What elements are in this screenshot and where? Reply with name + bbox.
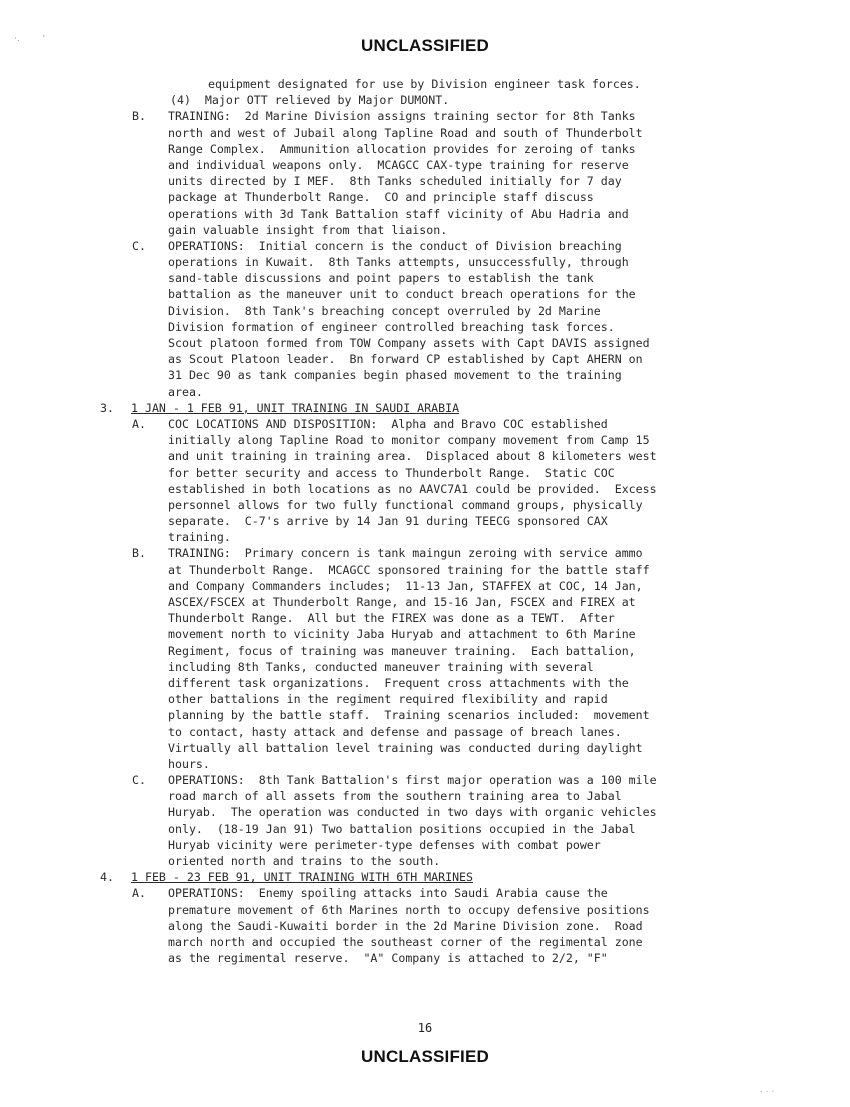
classification-footer: UNCLASSIFIED [360, 1047, 490, 1066]
paragraph-line: different task organizations. Frequent cross attachments with the [168, 675, 629, 690]
paragraph-line: 31 Dec 90 as tank companies begin phased movement to the training [168, 368, 622, 383]
subsection-text: OPERATIONS: Initial concern is the conduct of Division breaching [168, 238, 622, 253]
paragraph-line: separate. C-7's arrive by 14 Jan 91 during TEECG sponsored CAX [168, 514, 608, 529]
subsection-heading-line [0, 416, 850, 432]
paragraph-line: to contact, hasty attack and defense and passage of breach lanes. [168, 724, 622, 739]
paragraph-line: only. (18-19 Jan 91) Two battalion positions occupied in the Jabal [168, 821, 636, 836]
paragraph-line: Huryab. The operation was conducted in two days with organic vehicles [168, 805, 657, 820]
paragraph-line: road march of all assets from the southern training area to Jabal [168, 789, 622, 804]
section-title: 1 JAN - 1 FEB 91, UNIT TRAINING IN SAUDI ARABIA [131, 400, 460, 415]
paragraph-line: operations with 3d Tank Battalion staff vicinity of Abu Hadria and [168, 206, 629, 221]
paragraph-line: premature movement of 6th Marines north to occupy defensive positions [168, 902, 650, 917]
section-title: 1 FEB - 23 FEB 91, UNIT TRAINING WITH 6TH MARINES [131, 870, 474, 885]
subsection-letter: B. [132, 109, 146, 124]
numbered-item-line: (4) Major OTT relieved by Major DUMONT. [170, 93, 450, 108]
paragraph-line: Huryab vicinity were perimeter-type defenses with combat power [168, 837, 601, 852]
paragraph-line: units directed by I MEF. 8th Tanks scheduled initially for 7 day [168, 174, 622, 189]
paragraph-line: equipment designated for use by Division engineer task forces. [208, 77, 641, 91]
paragraph-line: operations in Kuwait. 8th Tanks attempts, unsuccessfully, through [168, 255, 629, 270]
subsection-heading-line [0, 885, 850, 901]
scan-artifact: ·. ' [14, 34, 46, 44]
paragraph-line: and Company Commanders includes; 11-13 Jan, STAFFEX at COC, 14 Jan, [168, 578, 643, 593]
paragraph-line: as the regimental reserve. "A" Company is attached to 2/2, "F" [168, 951, 608, 966]
subsection-heading-line [0, 238, 850, 254]
paragraph-line: battalion as the maneuver unit to conduct breach operations for the [168, 287, 636, 302]
subsection-letter: A. [132, 886, 146, 901]
section-number: 4. [100, 870, 114, 885]
paragraph-line: Division formation of engineer controlled breaching task forces. [168, 319, 615, 334]
paragraph-line: package at Thunderbolt Range. CO and principle staff discuss [168, 190, 594, 205]
paragraph-line: Virtually all battalion level training was conducted during daylight [168, 740, 643, 755]
paragraph-line: as Scout Platoon leader. Bn forward CP established by Capt AHERN on [168, 352, 643, 367]
paragraph-line: at Thunderbolt Range. MCAGCC sponsored training for the battle staff [168, 562, 650, 577]
section-number: 3. [100, 400, 114, 415]
paragraph-line: gain valuable insight from that liaison. [168, 222, 448, 237]
paragraph-line: planning by the battle staff. Training scenarios included: movement [168, 708, 650, 723]
paragraph-line: ASCEX/FSCEX at Thunderbolt Range, and 15-16 Jan, FSCEX and FIREX at [168, 595, 636, 609]
subsection-text: TRAINING: 2d Marine Division assigns training sector for 8th Tanks [168, 109, 636, 124]
subsection-letter: C. [132, 773, 146, 788]
paragraph-line: and unit training in training area. Displaced about 8 kilometers west [168, 449, 657, 464]
paragraph-line: oriented north and trains to the south. [168, 854, 441, 868]
paragraph-line: north and west of Jubail along Tapline Road and south of Thunderbolt [168, 125, 643, 140]
paragraph-line: training. [168, 530, 231, 545]
paragraph-line: Thunderbolt Range. All but the FIREX was done as a TEWT. After [168, 611, 615, 626]
paragraph-line: Regiment, focus of training was maneuver training. Each battalion, [168, 643, 636, 658]
paragraph-line: hours. [168, 756, 210, 771]
paragraph-line: for better security and access to Thunderbolt Range. Static COC [168, 465, 615, 480]
subsection-text: OPERATIONS: 8th Tank Battalion's first major operation was a 100 mile [168, 773, 657, 788]
paragraph-line: along the Saudi-Kuwaiti border in the 2d Marine Division zone. Road [168, 918, 643, 933]
section-heading-line [0, 400, 850, 416]
subsection-heading-line [0, 772, 850, 788]
subsection-letter: B. [132, 546, 146, 561]
subsection-letter: A. [132, 416, 146, 431]
subsection-heading-line [0, 108, 850, 124]
subsection-text: TRAINING: Primary concern is tank maingun zeroing with service ammo [168, 546, 643, 561]
paragraph-line: Range Complex. Ammunition allocation provides for zeroing of tanks [168, 141, 636, 156]
scan-artifact: . . . [760, 1085, 775, 1095]
paragraph-line: sand-table discussions and point papers to establish the tank [168, 271, 594, 286]
paragraph-line: personnel allows for two fully functional command groups, physically [168, 497, 643, 512]
paragraph-line: established in both locations as no AAVC7A1 could be provided. Excess [168, 481, 657, 496]
paragraph-line: Scout platoon formed from TOW Company assets with Capt DAVIS assigned [168, 336, 650, 350]
classification-header: UNCLASSIFIED [360, 36, 490, 55]
page-number: 16 [417, 1021, 433, 1035]
paragraph-line: other battalions in the regiment required flexibility and rapid [168, 692, 608, 707]
section-heading-line [0, 869, 850, 885]
subsection-text: OPERATIONS: Enemy spoiling attacks into Saudi Arabia cause the [168, 886, 608, 901]
paragraph-line: Division. 8th Tank's breaching concept overruled by 2d Marine [168, 303, 601, 318]
paragraph-line: movement north to vicinity Jaba Huryab and attachment to 6th Marine [168, 627, 636, 642]
subsection-heading-line [0, 545, 850, 561]
paragraph-line: march north and occupied the southeast corner of the regimental zone [168, 934, 643, 949]
paragraph-line: initially along Tapline Road to monitor company movement from Camp 15 [168, 433, 650, 448]
paragraph-line: and individual weapons only. MCAGCC CAX-type training for reserve [168, 157, 629, 172]
document-body [0, 76, 850, 966]
subsection-letter: C. [132, 238, 146, 253]
paragraph-line: including 8th Tanks, conducted maneuver training with several [168, 659, 594, 674]
paragraph-line: area. [168, 384, 203, 399]
subsection-text: COC LOCATIONS AND DISPOSITION: Alpha and Bravo COC established [168, 416, 608, 431]
